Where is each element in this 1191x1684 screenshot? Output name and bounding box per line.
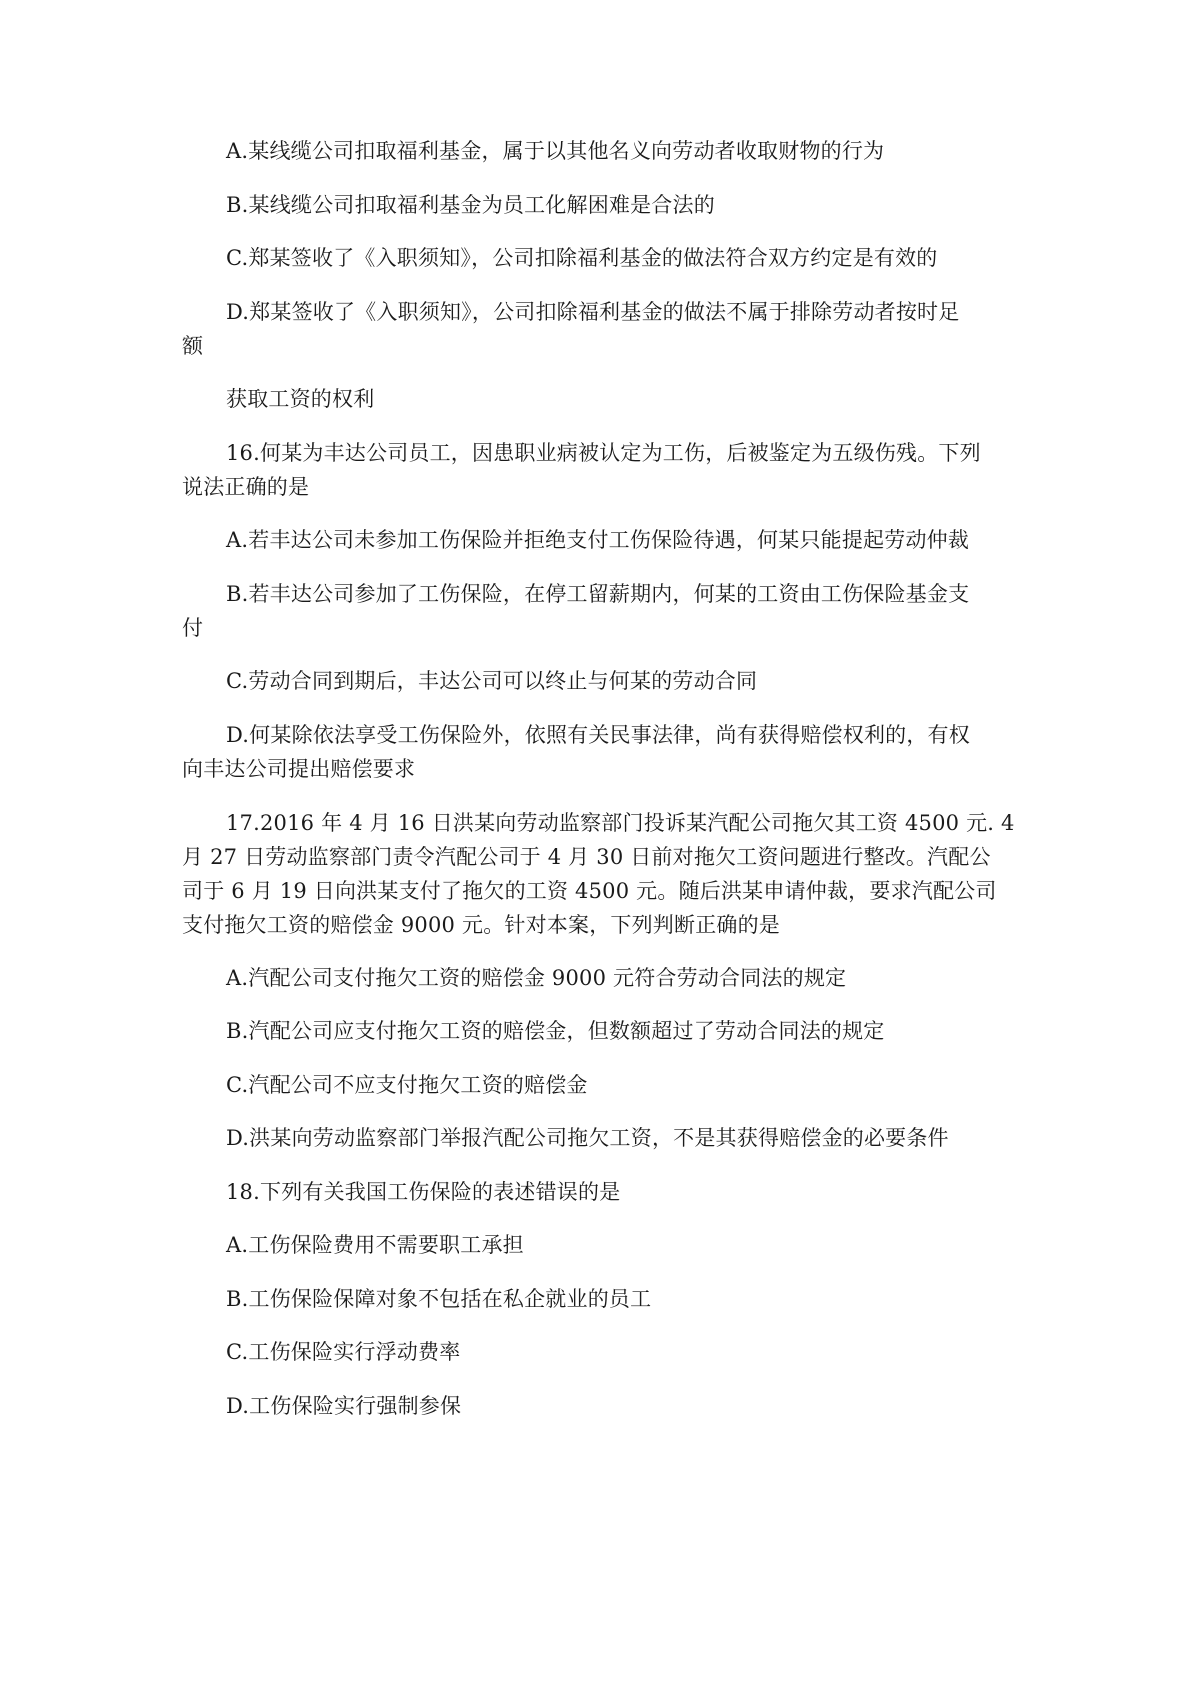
- q15-option-b: B.某线缆公司扣取福利基金为员工化解困难是合法的: [226, 193, 715, 217]
- q15-option-d-continued: 额: [182, 334, 204, 358]
- q18-option-c: C.工伤保险实行浮动费率: [226, 1340, 461, 1364]
- q17-stem: 17.2016 年 4 月 16 日洪某向劳动监察部门投诉某汽配公司拖欠其工资 4500 元. 4: [226, 811, 1015, 835]
- q17-option-d: D.洪某向劳动监察部门举报汽配公司拖欠工资，不是其获得赔偿金的必要条件: [226, 1126, 949, 1150]
- q17-option-a: A.汽配公司支付拖欠工资的赔偿金 9000 元符合劳动合同法的规定: [226, 966, 847, 990]
- q16-option-b-continued: 付: [182, 616, 204, 640]
- q17-stem-line-4: 支付拖欠工资的赔偿金 9000 元。针对本案，下列判断正确的是: [182, 913, 780, 937]
- q16-stem-continued: 说法正确的是: [182, 475, 310, 499]
- q18-option-d: D.工伤保险实行强制参保: [226, 1394, 462, 1418]
- q16-option-b: B.若丰达公司参加了工伤保险，在停工留薪期内，何某的工资由工伤保险基金支: [226, 582, 970, 606]
- q15-option-a: A.某线缆公司扣取福利基金，属于以其他名义向劳动者收取财物的行为: [226, 139, 885, 163]
- q16-option-a: A.若丰达公司未参加工伤保险并拒绝支付工伤保险待遇，何某只能提起劳动仲裁: [226, 528, 970, 552]
- q17-stem-line-3: 司于 6 月 19 日向洪某支付了拖欠的工资 4500 元。随后洪某申请仲裁，要求汽配公司: [182, 879, 997, 903]
- q17-option-b: B.汽配公司应支付拖欠工资的赔偿金，但数额超过了劳动合同法的规定: [226, 1019, 885, 1043]
- q16-stem: 16.何某为丰达公司员工，因患职业病被认定为工伤，后被鉴定为五级伤残。下列: [226, 441, 981, 465]
- q16-option-d-continued: 向丰达公司提出赔偿要求: [182, 757, 416, 781]
- q17-stem-line-2: 月 27 日劳动监察部门责令汽配公司于 4 月 30 日前对拖欠工资问题进行整改。汽配公: [182, 845, 991, 869]
- q18-option-a: A.工伤保险费用不需要职工承担: [226, 1233, 524, 1257]
- q16-option-d: D.何某除依法享受工伤保险外，依照有关民事法律，尚有获得赔偿权利的，有权: [226, 723, 970, 747]
- q18-stem: 18.下列有关我国工伤保险的表述错误的是: [226, 1180, 621, 1204]
- q15-option-d: D.郑某签收了《入职须知》，公司扣除福利基金的做法不属于排除劳动者按时足: [226, 300, 960, 324]
- q15-option-c: C.郑某签收了《入职须知》，公司扣除福利基金的做法符合双方约定是有效的: [226, 246, 938, 270]
- q16-option-c: C.劳动合同到期后，丰达公司可以终止与何某的劳动合同: [226, 669, 758, 693]
- q15-option-d-tail: 获取工资的权利: [226, 387, 375, 411]
- q17-option-c: C.汽配公司不应支付拖欠工资的赔偿金: [226, 1073, 588, 1097]
- q18-option-b: B.工伤保险保障对象不包括在私企就业的员工: [226, 1287, 652, 1311]
